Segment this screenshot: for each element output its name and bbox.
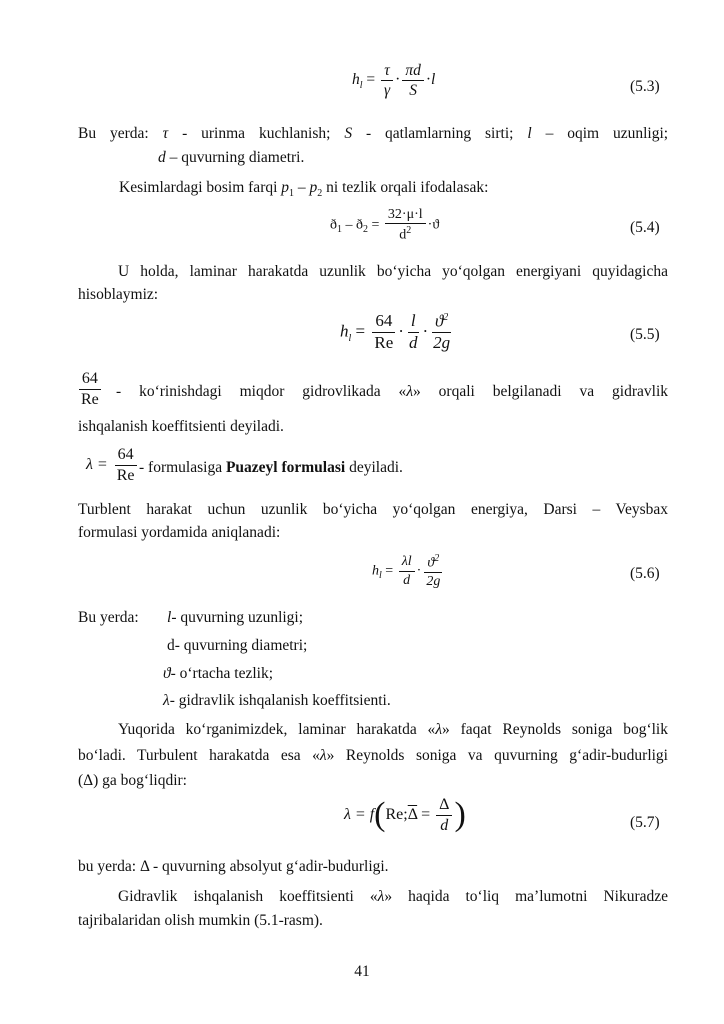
list-item: λ- gidravlik ishqalanish koeffitsienti. bbox=[163, 692, 391, 709]
list-item: l- quvurning uzunligi; bbox=[167, 609, 304, 626]
equation-number: (5.5) bbox=[630, 326, 660, 343]
page-number: 41 bbox=[354, 963, 370, 980]
paragraph-line: - formulasiga Puazeyl formulasi deyiladi. bbox=[139, 459, 403, 476]
equation-number: (5.6) bbox=[630, 565, 660, 582]
equation-number: (5.4) bbox=[630, 219, 660, 236]
paragraph-line: Bu yerda: τ - urinma kuchlanish; S - qatlamlarning sirti; l – oqim uzunligi; bbox=[78, 125, 669, 142]
paragraph-line: hisoblaymiz: bbox=[78, 286, 159, 303]
equation-number: (5.3) bbox=[630, 78, 660, 95]
paragraph-line: Turblent harakat uchun uzunlik bo‘yicha yo‘qolgan energiya, Darsi – Veysbax bbox=[78, 501, 668, 518]
paragraph-line: U holda, laminar harakatda uzunlik bo‘yicha yo‘qolgan energiyani quyidagicha bbox=[118, 263, 668, 280]
paragraph-line: formulasi yordamida aniqlanadi: bbox=[78, 524, 281, 541]
puazeyl-formula: λ = $\frac{64}{Re}$ bbox=[86, 446, 140, 484]
paragraph-line: (Δ) ga bog‘liqdir: bbox=[78, 772, 187, 789]
list-heading: Bu yerda: bbox=[78, 609, 139, 626]
equation-5-3: $h_l$ = $\frac{\tau}{\gamma}$ · $\frac{\pi d}{S}$ ·l bbox=[352, 62, 436, 100]
paragraph-line: tajribalaridan olish mumkin (5.1-rasm). bbox=[78, 912, 323, 929]
equation-5-7: $\lambda = f(Re;\overline{\Delta}$ = $\frac{\Delta}{d}$ ) bbox=[344, 796, 466, 834]
equation-number: (5.7) bbox=[630, 814, 660, 831]
paragraph-line: bu yerda: Δ - quvurning absolyut g‘adir-budurligi. bbox=[78, 858, 389, 875]
paragraph-line: Gidravlik ishqalanish koeffitsienti «λ» haqida to‘liq ma’lumotni Nikuradze bbox=[118, 888, 668, 905]
equation-5-4: $ð_1$ – $ð_2$ = $\frac{32\cdot\mu\cdot l}{d^2}$ ·ϑ bbox=[330, 207, 440, 244]
paragraph-line: Yuqorida ko‘rganimizdek, laminar harakatda «λ» faqat Reynolds soniga bog‘lik bbox=[118, 721, 668, 738]
paragraph-line: Kesimlardagi bosim farqi $p_1 - p_2$ ni tezlik orqali ifodalasak: bbox=[119, 179, 489, 200]
equation-5-5: $h_l$ = $\frac{64}{Re}$ · $\frac{l}{d}$ · $\frac{ϑ^2}{2g}$ bbox=[340, 311, 451, 353]
list-item: ϑ- o‘rtacha tezlik; bbox=[163, 665, 274, 682]
fraction-64-re: $\frac{64}{Re}$ bbox=[76, 370, 104, 408]
paragraph-line: ishqalanish koeffitsienti deyiladi. bbox=[78, 418, 284, 435]
list-item: d- quvurning diametri; bbox=[167, 637, 308, 654]
equation-5-6: $h_l$ = $\frac{\lambda l}{d}$ · $\frac{ϑ^2}{2g}$ bbox=[372, 553, 441, 590]
paragraph-line: - ko‘rinishdagi miqdor gidrovlikada «λ» orqali belgilanadi va gidravlik bbox=[116, 383, 669, 400]
paragraph-line: bo‘ladi. Turbulent harakatda esa «λ» Reynolds soniga va quvurning g‘adir-budurligi bbox=[78, 747, 668, 764]
paragraph-line: d – quvurning diametri. bbox=[158, 149, 305, 166]
